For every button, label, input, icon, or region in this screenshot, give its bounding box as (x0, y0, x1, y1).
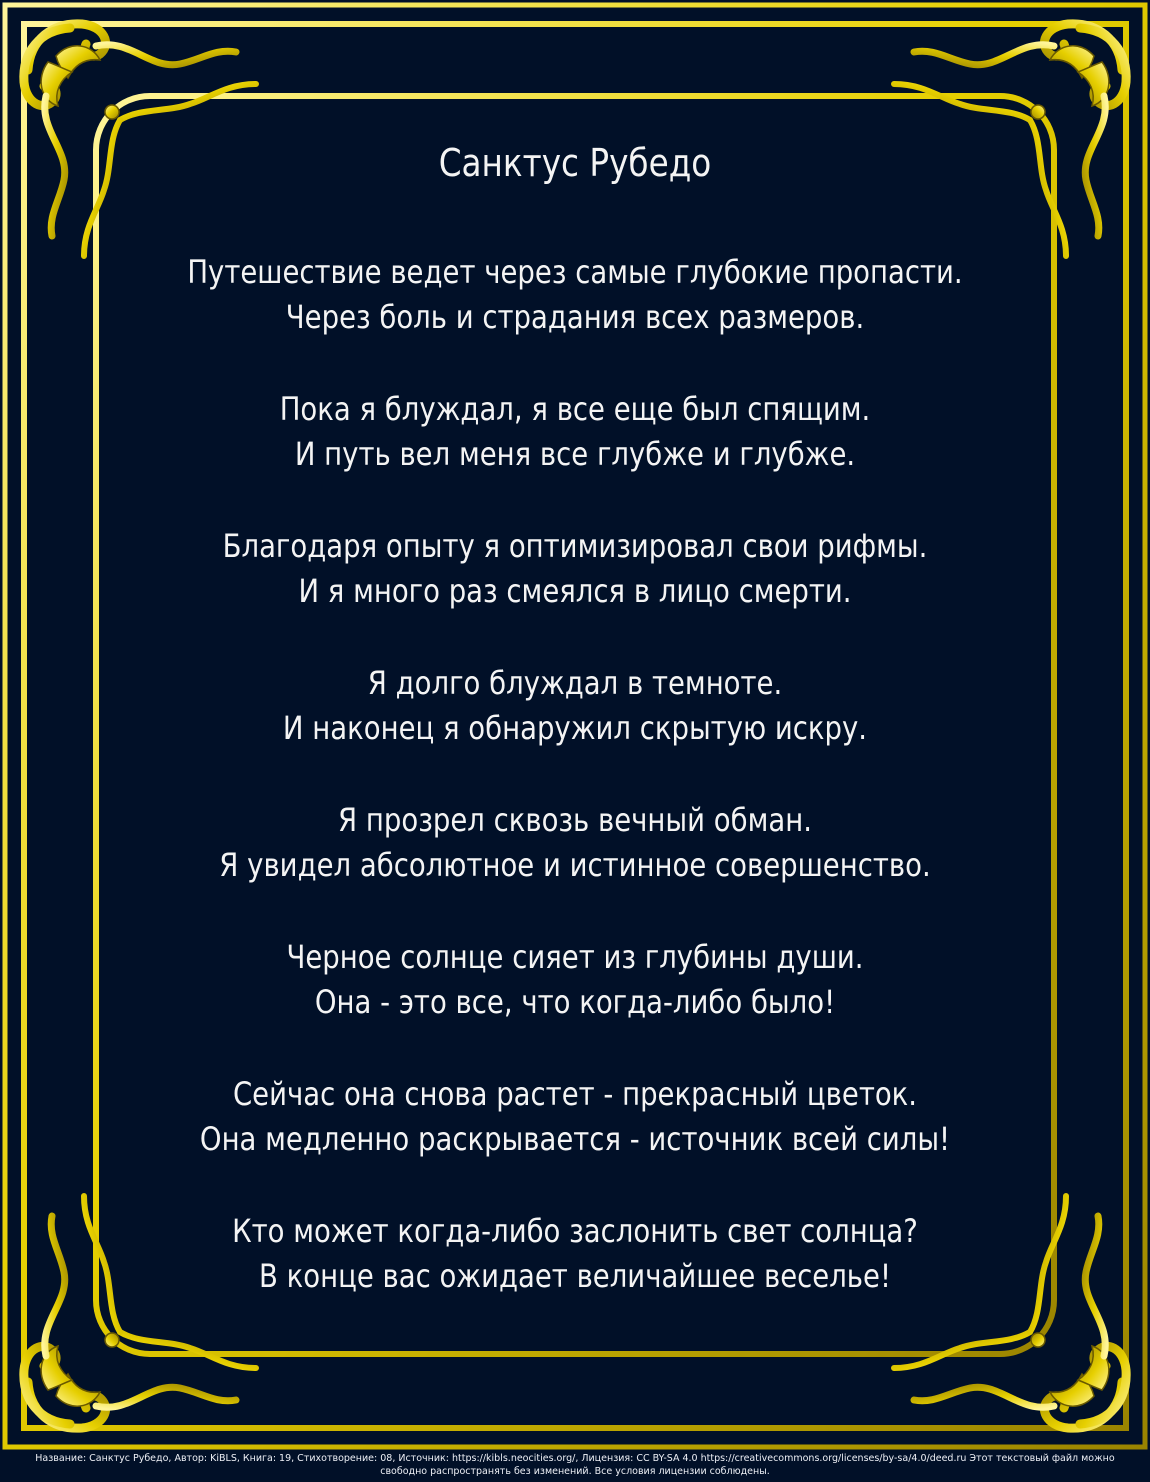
stanza (175, 798, 975, 888)
poem-title: Санктус Рубедо (438, 141, 712, 185)
poem-line: И я много раз смеялся в лицо смерти. (298, 572, 852, 610)
footer-line: Название: Санктус Рубедо, Автор: KiBLS, Книга: 19, Стихотворение: 08, Источник: https://kibls.neocities.org/, Лицензия: CC BY-SA 4.0 https://creativecommons.org/licenses/by-sa/4.0/deed.ru Этот текстовый файл можно (35, 1453, 1115, 1464)
poem-line: Она - это все, что когда-либо было! (314, 983, 836, 1021)
poem-line: Сейчас она снова растет - прекрасный цветок. (232, 1075, 918, 1113)
poem-line: И путь вел меня все глубже и глубже. (294, 435, 856, 473)
poem-line: Я прозрел сквозь вечный обман. (338, 801, 812, 839)
stanza (175, 1209, 975, 1299)
stanza (175, 250, 975, 340)
poem-line: Путешествие ведет через самые глубокие пропасти. (187, 253, 963, 291)
poem-line: Я увидел абсолютное и истинное совершенство. (219, 846, 931, 884)
poem-line: Черное солнце сияет из глубины души. (286, 938, 864, 976)
poem-line: Через боль и страдания всех размеров. (285, 298, 865, 336)
poem-line: Я долго блуждал в темноте. (367, 664, 783, 702)
footer-line: свободно распространять без изменений. Все условия лицензии соблюдены. (380, 1466, 770, 1477)
stanza (175, 387, 975, 477)
poem-line: И наконец я обнаружил скрытую искру. (282, 709, 868, 747)
stanza (175, 935, 975, 1025)
poem-line: Благодаря опыту я оптимизировал свои рифмы. (222, 527, 928, 565)
stanza (175, 524, 975, 614)
poem-line: Она медленно раскрывается - источник всей силы! (199, 1120, 951, 1158)
stanza (175, 1072, 975, 1162)
poem (175, 140, 975, 1346)
stanza (175, 661, 975, 751)
poem-line: Кто может когда-либо заслонить свет солнца? (232, 1212, 918, 1250)
poem-line: Пока я блуждал, я все еще был спящим. (279, 390, 871, 428)
poem-line: В конце вас ожидает величайшее веселье! (259, 1257, 891, 1295)
license-footer (0, 1452, 1150, 1478)
